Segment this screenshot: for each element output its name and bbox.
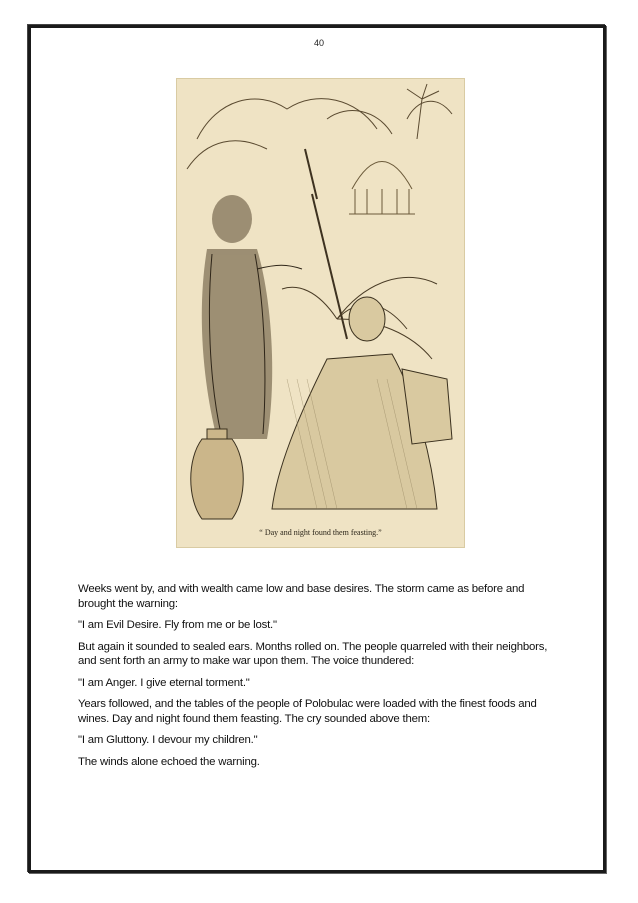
paragraph: "I am Anger. I give eternal torment." (78, 676, 250, 689)
illustration (176, 78, 465, 548)
page-number: 40 (313, 38, 324, 48)
paragraph: Years followed, and the tables of the people of Polobulac were loaded with the finest foods and wines. Day and night found them feasting. The cry sounded above them: (78, 698, 537, 725)
paragraph: Weeks went by, and with wealth came low and base desires. The storm came as before and brought the warning: (78, 583, 525, 610)
engraving-illustration-icon (177, 79, 464, 547)
paragraph: "I am Evil Desire. Fly from me or be lost." (78, 619, 277, 631)
body-text (78, 582, 558, 776)
paragraph: But again it sounded to sealed ears. Months rolled on. The people quarreled with their neighbors, and sent forth an army to make war upon them. The voice thundered: (78, 640, 548, 667)
paragraph: "I am Gluttony. I devour my children." (78, 734, 258, 746)
illustration-caption: “ Day and night found them feasting.” (259, 528, 382, 537)
paragraph: The winds alone echoed the warning. (78, 755, 260, 768)
